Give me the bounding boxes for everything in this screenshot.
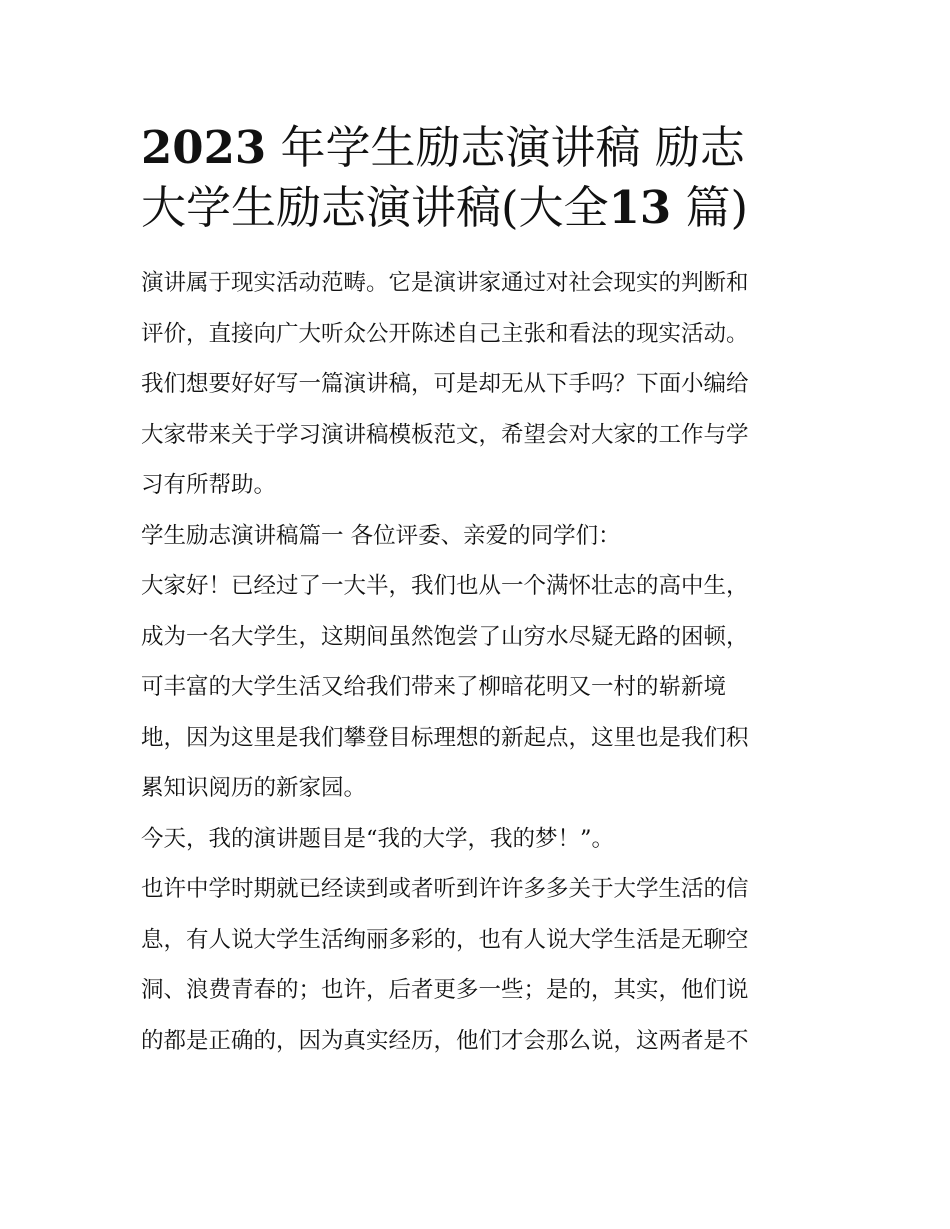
text-line: 评价，直接向广大听众公开陈述自己主张和看法的现实活动。: [141, 320, 749, 347]
paragraph-intro: [141, 258, 813, 511]
text-line: 大家带来关于学习演讲稿模板范文，希望会对大家的工作与学: [141, 421, 749, 448]
text-line: 成为一名大学生，这期间虽然饱尝了山穷水尽疑无路的困顿，: [141, 623, 749, 650]
body-text: [141, 258, 813, 1066]
title-line-1: [141, 118, 813, 178]
text-line: 学生励志演讲稿篇一 各位评委、亲爱的同学们：: [141, 522, 621, 549]
text-line: 地，因为这里是我们攀登目标理想的新起点，这里也是我们积: [141, 724, 749, 751]
paragraph-section-heading: [141, 511, 813, 562]
text-line: 今天，我的演讲题目是“我的大学，我的梦！”。: [141, 825, 615, 852]
document-title: [141, 118, 813, 238]
text-line: 也许中学时期就已经读到或者听到许许多多关于大学生活的信: [141, 876, 749, 902]
text-line: 息，有人说大学生活绚丽多彩的，也有人说大学生活是无聊空: [141, 926, 749, 953]
text-line: 我们想要好好写一篇演讲稿，可是却无从下手吗？下面小编给: [141, 371, 749, 397]
document-content: [141, 118, 813, 1066]
paragraph-body: [141, 864, 813, 1066]
text-line: 累知识阅历的新家园。: [141, 775, 367, 801]
text-line: 的都是正确的，因为真实经历，他们才会那么说，这两者是不: [141, 1027, 749, 1054]
text-line: 可丰富的大学生活又给我们带来了柳暗花明又一村的崭新境: [141, 674, 727, 700]
title-line-2: [141, 178, 813, 238]
title-year: 2023: [141, 121, 267, 174]
title-line-2-end: 篇): [671, 181, 749, 234]
text-line: 大家好！已经过了一大半，我们也从一个满怀壮志的高中生，: [141, 573, 749, 599]
title-count: 13: [608, 181, 672, 234]
title-line-2-text: 大学生励志演讲稿(大全: [141, 181, 609, 234]
text-line: 演讲属于现实活动范畴。它是演讲家通过对社会现实的判断和: [141, 270, 749, 296]
title-line-1-text: 年学生励志演讲稿 励志: [266, 121, 745, 174]
text-line: 洞、浪费青春的；也许，后者更多一些；是的，其实，他们说: [141, 977, 749, 1003]
text-line: 习有所帮助。: [141, 472, 277, 498]
paragraph-topic: [141, 814, 813, 865]
paragraph-greeting: [141, 561, 813, 814]
